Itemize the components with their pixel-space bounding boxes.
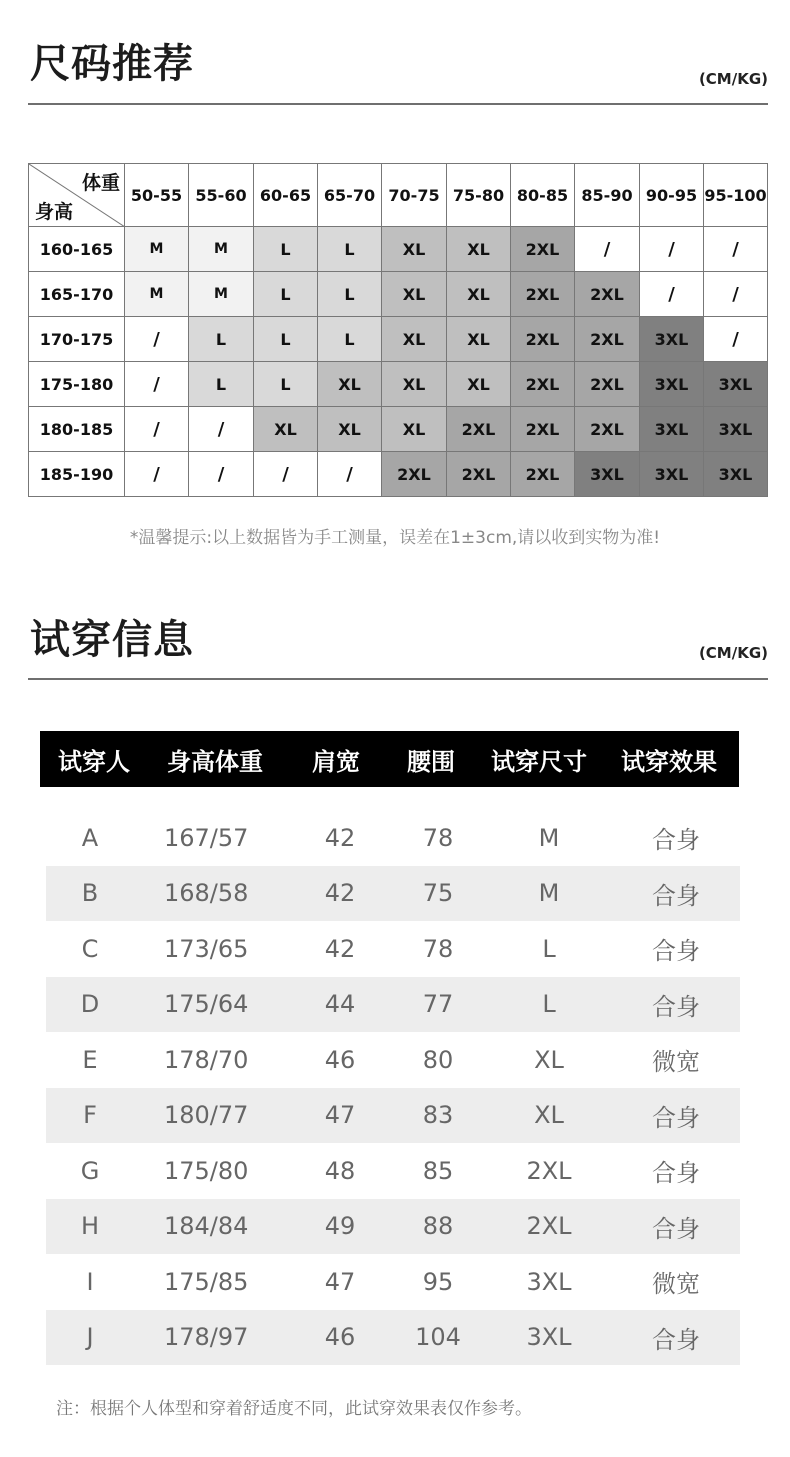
height-row-header: 170-175 (29, 317, 125, 362)
size-cell: / (125, 407, 189, 452)
size-cell: XL (254, 407, 318, 452)
size-cell: L (189, 362, 254, 407)
size-cell: M (125, 272, 189, 317)
size-cell: XL (382, 227, 447, 272)
size-cell: XL (447, 317, 511, 362)
fit-waist: 104 (415, 1323, 461, 1352)
fit-height-weight: 175/64 (164, 990, 249, 1019)
fit-person: E (82, 1045, 98, 1074)
fit-person: I (86, 1267, 94, 1296)
fit-height-weight: 184/84 (164, 1212, 249, 1241)
weight-column-header: 85-90 (575, 164, 640, 227)
size-cell: 2XL (447, 407, 511, 452)
size-cell: 2XL (575, 317, 640, 362)
fit-table-row (46, 1143, 740, 1199)
size-section-title: 尺码推荐 (30, 41, 194, 87)
size-cell: / (640, 227, 704, 272)
size-chart-row (29, 272, 768, 317)
fit-table-row (46, 1254, 740, 1310)
fit-shoulder: 47 (324, 1267, 356, 1296)
fit-size: 3XL (526, 1267, 572, 1296)
fit-person: J (86, 1323, 94, 1352)
size-cell: XL (382, 317, 447, 362)
size-cell: L (318, 272, 382, 317)
size-cell: 2XL (511, 272, 575, 317)
size-cell: / (189, 452, 254, 497)
fit-table-row (46, 921, 740, 977)
size-section-divider (28, 103, 768, 105)
fit-size: XL (534, 1045, 564, 1074)
size-cell: 3XL (640, 407, 704, 452)
fit-table-row (46, 1032, 740, 1088)
fit-section-divider (28, 678, 768, 680)
weight-column-header: 65-70 (318, 164, 382, 227)
size-cell: 3XL (704, 407, 768, 452)
size-cell: XL (382, 407, 447, 452)
fit-waist: 78 (422, 934, 454, 963)
fit-size: M (538, 823, 560, 852)
fit-height-weight: 180/77 (164, 1101, 249, 1130)
size-cell: / (575, 227, 640, 272)
weight-column-header: 80-85 (511, 164, 575, 227)
size-cell: 2XL (511, 452, 575, 497)
fit-effect: 合身 (652, 881, 700, 910)
fit-person: B (81, 879, 99, 908)
size-cell: XL (447, 272, 511, 317)
size-cell: L (254, 362, 318, 407)
size-cell: M (189, 227, 254, 272)
size-cell: 2XL (382, 452, 447, 497)
size-cell: M (125, 227, 189, 272)
fit-shoulder: 42 (324, 934, 356, 963)
fit-height-weight: 178/70 (164, 1045, 249, 1074)
fit-shoulder: 46 (324, 1045, 356, 1074)
fit-waist: 85 (422, 1156, 454, 1185)
fit-section-title: 试穿信息 (30, 617, 194, 663)
fit-size: 2XL (526, 1212, 572, 1241)
size-section-unit: (CM/KG) (698, 70, 768, 88)
weight-column-header: 70-75 (382, 164, 447, 227)
fit-table-row (46, 866, 740, 922)
size-chart-row (29, 407, 768, 452)
fit-waist: 77 (422, 990, 454, 1019)
fit-table-row (46, 1310, 740, 1366)
size-cell: 3XL (704, 452, 768, 497)
fit-section-unit: (CM/KG) (698, 644, 768, 662)
fit-effect: 合身 (652, 1159, 700, 1188)
fit-person: H (80, 1212, 100, 1241)
size-cell: 2XL (511, 362, 575, 407)
size-cell: L (254, 317, 318, 362)
fit-waist: 83 (422, 1101, 454, 1130)
size-cell: XL (447, 227, 511, 272)
size-cell: L (254, 272, 318, 317)
size-cell: XL (382, 272, 447, 317)
fit-person: G (80, 1156, 100, 1185)
fit-table-row (46, 977, 740, 1033)
size-cell: 2XL (575, 272, 640, 317)
fit-person: D (80, 990, 100, 1019)
size-cell: XL (318, 362, 382, 407)
fit-shoulder: 44 (324, 990, 356, 1019)
fit-shoulder: 42 (324, 879, 356, 908)
fit-effect: 微宽 (652, 1048, 700, 1077)
size-chart-header-row (29, 164, 768, 227)
size-cell: / (640, 272, 704, 317)
fit-header-shoulder: 肩宽 (312, 747, 360, 776)
fit-size: 3XL (526, 1323, 572, 1352)
fit-header-size: 试穿尺寸 (491, 747, 587, 776)
fit-table-body (46, 810, 740, 1365)
size-cell: 2XL (511, 317, 575, 362)
size-chart-corner (29, 164, 125, 227)
size-cell: 3XL (640, 452, 704, 497)
fit-effect: 合身 (652, 826, 700, 855)
fit-effect: 合身 (652, 992, 700, 1021)
size-cell: 2XL (575, 407, 640, 452)
measurement-tip: *温馨提示:以上数据皆为手工测量，误差在1±3cm,请以收到实物为准! (129, 528, 661, 548)
weight-column-header: 50-55 (125, 164, 189, 227)
fit-shoulder: 47 (324, 1101, 356, 1130)
size-chart-body (29, 227, 768, 497)
size-cell: 2XL (511, 227, 575, 272)
size-cell: L (318, 317, 382, 362)
size-cell: / (704, 227, 768, 272)
fit-note: 注：根据个人体型和穿着舒适度不同，此试穿效果表仅作参考。 (56, 1399, 532, 1419)
size-cell: 2XL (575, 362, 640, 407)
fit-table-row (46, 810, 740, 866)
fit-header-effect: 试穿效果 (621, 747, 717, 776)
fit-size: L (542, 990, 556, 1019)
fit-shoulder: 46 (324, 1323, 356, 1352)
corner-weight-label: 体重 (81, 172, 120, 194)
fit-person: A (81, 823, 99, 852)
size-cell: / (125, 317, 189, 362)
height-row-header: 185-190 (29, 452, 125, 497)
fit-waist: 80 (422, 1045, 454, 1074)
corner-height-label: 身高 (35, 201, 74, 223)
size-cell: L (254, 227, 318, 272)
fit-height-weight: 167/57 (164, 823, 249, 852)
fit-shoulder: 42 (324, 823, 356, 852)
fit-shoulder: 49 (324, 1212, 356, 1241)
size-chart-table (28, 163, 768, 497)
size-cell: 2XL (447, 452, 511, 497)
fit-waist: 88 (422, 1212, 454, 1241)
size-chart-row (29, 362, 768, 407)
fit-person: C (81, 934, 99, 963)
fit-effect: 微宽 (652, 1270, 700, 1299)
fit-effect: 合身 (652, 937, 700, 966)
weight-column-header: 75-80 (447, 164, 511, 227)
fit-table-row (46, 1199, 740, 1255)
fit-size: 2XL (526, 1156, 572, 1185)
fit-waist: 75 (422, 879, 454, 908)
size-cell: / (189, 407, 254, 452)
fit-height-weight: 175/80 (164, 1156, 249, 1185)
size-chart-row (29, 452, 768, 497)
height-row-header: 165-170 (29, 272, 125, 317)
size-cell: / (254, 452, 318, 497)
height-row-header: 160-165 (29, 227, 125, 272)
weight-column-header: 90-95 (640, 164, 704, 227)
size-cell: / (704, 317, 768, 362)
fit-person: F (83, 1101, 97, 1130)
size-cell: L (189, 317, 254, 362)
fit-shoulder: 48 (324, 1156, 356, 1185)
size-chart-row (29, 227, 768, 272)
size-cell: 3XL (640, 362, 704, 407)
fit-effect: 合身 (652, 1214, 700, 1243)
fit-size: M (538, 879, 560, 908)
size-cell: L (318, 227, 382, 272)
fit-height-weight: 168/58 (164, 879, 249, 908)
size-cell: M (189, 272, 254, 317)
fit-waist: 95 (422, 1267, 454, 1296)
height-row-header: 180-185 (29, 407, 125, 452)
size-cell: XL (447, 362, 511, 407)
height-row-header: 175-180 (29, 362, 125, 407)
size-cell: / (125, 452, 189, 497)
weight-column-header: 95-100 (704, 164, 768, 227)
size-cell: / (125, 362, 189, 407)
size-cell: 3XL (640, 317, 704, 362)
fit-table-header (40, 731, 739, 787)
weight-column-header: 60-65 (254, 164, 318, 227)
size-cell: / (318, 452, 382, 497)
size-cell: / (704, 272, 768, 317)
fit-table-row (46, 1088, 740, 1144)
fit-height-weight: 178/97 (164, 1323, 249, 1352)
fit-size: L (542, 934, 556, 963)
size-cell: XL (382, 362, 447, 407)
fit-waist: 78 (422, 823, 454, 852)
fit-height-weight: 175/85 (164, 1267, 249, 1296)
size-cell: 2XL (511, 407, 575, 452)
size-cell: 3XL (575, 452, 640, 497)
fit-effect: 合身 (652, 1103, 700, 1132)
size-cell: XL (318, 407, 382, 452)
fit-header-person: 试穿人 (58, 747, 130, 776)
fit-effect: 合身 (652, 1325, 700, 1354)
fit-header-waist: 腰围 (407, 747, 455, 776)
size-chart-row (29, 317, 768, 362)
weight-column-header: 55-60 (189, 164, 254, 227)
fit-header-height-weight: 身高体重 (167, 747, 263, 776)
fit-size: XL (534, 1101, 564, 1130)
size-cell: 3XL (704, 362, 768, 407)
fit-height-weight: 173/65 (164, 934, 249, 963)
